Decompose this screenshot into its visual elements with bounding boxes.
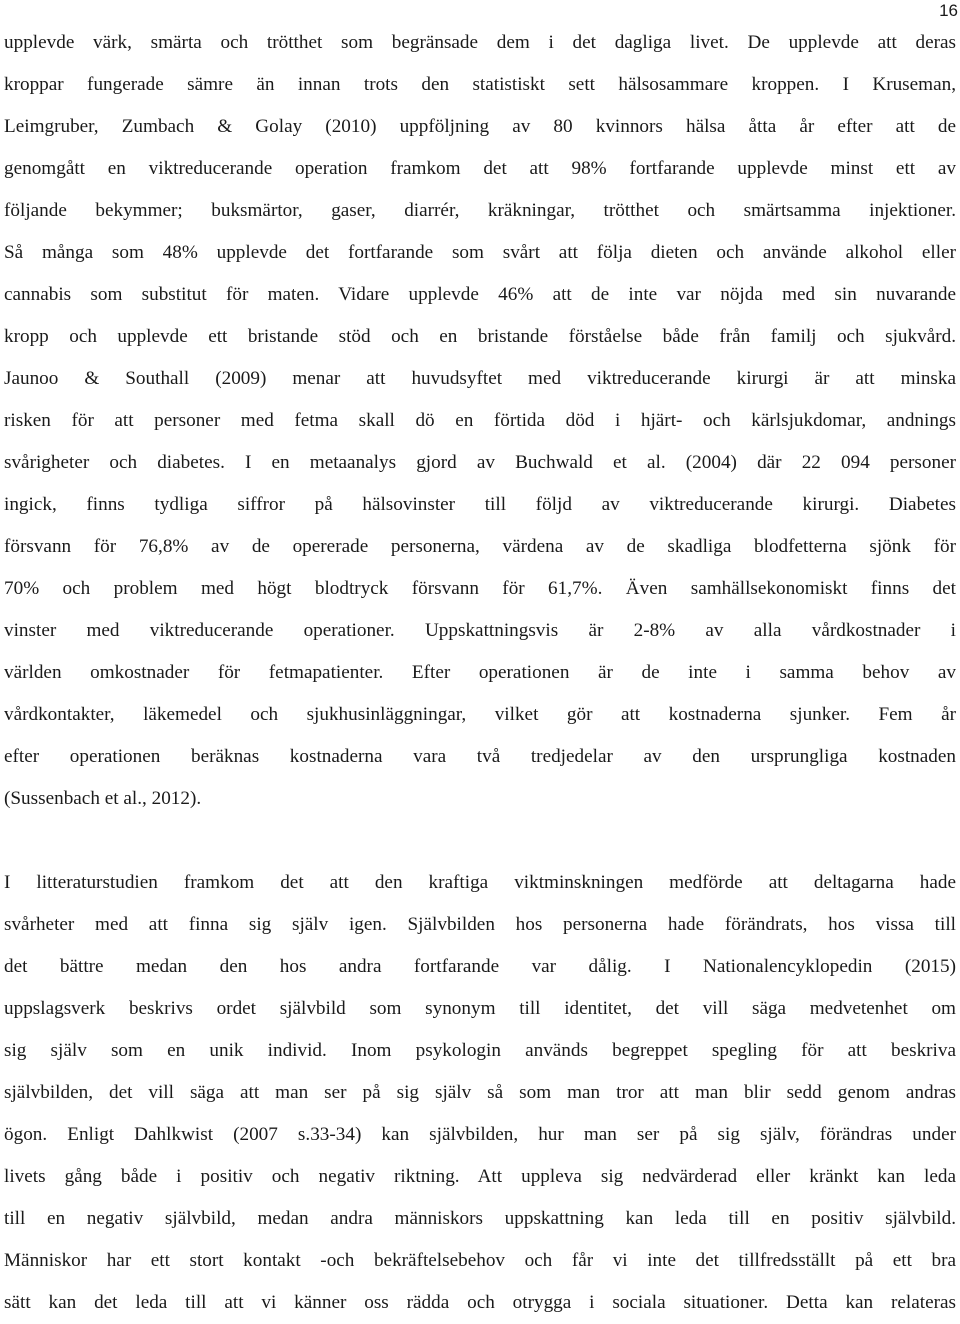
text-line: I litteraturstudien framkom det att den kraftiga viktminskningen medförde att deltagarna hade bbox=[4, 872, 956, 893]
text-line: genomgått en viktreducerande operation framkom det att 98% fortfarande upplevde minst ett av bbox=[4, 158, 956, 179]
text-line: livets gång både i positiv och negativ riktning. Att uppleva sig nedvärderad eller kränkt kan leda bbox=[4, 1166, 956, 1187]
text-line: självbilden, det vill säga att man ser på sig själv så som man tror att man blir sedd genom andras bbox=[4, 1082, 956, 1103]
text-line: sätt kan det leda till att vi känner oss rädda och otrygga i sociala situationer. Detta kan relateras bbox=[4, 1292, 956, 1313]
page-number: 16 bbox=[939, 1, 958, 20]
text-line: sig själv som en unik individ. Inom psykologin används begreppet spegling för att beskriva bbox=[4, 1040, 956, 1061]
text-line: till en negativ självbild, medan andra människors uppskattning kan leda till en positiv självbild. bbox=[4, 1208, 956, 1229]
text-line: uppslagsverk beskrivs ordet självbild som synonym till identitet, det vill säga medvetenhet om bbox=[4, 998, 956, 1019]
text-line: efter operationen beräknas kostnaderna vara två tredjedelar av den ursprungliga kostnaden bbox=[4, 746, 956, 767]
text-line: försvann för 76,8% av de opererade personerna, värdena av de skadliga blodfetterna sjönk för bbox=[4, 536, 956, 557]
text-line: upplevde värk, smärta och trötthet som begränsade dem i det dagliga livet. De upplevde att deras bbox=[4, 32, 956, 53]
text-line: vinster med viktreducerande operationer. Uppskattningsvis är 2-8% av alla vårdkostnader i bbox=[4, 620, 956, 641]
text-line: svårheter med att finna sig själv igen. Självbilden hos personerna hade förändrats, hos vissa till bbox=[4, 914, 956, 935]
paragraph-gap bbox=[4, 820, 956, 862]
text-line: ingick, finns tydliga siffror på hälsovinster till följd av viktreducerande kirurgi. Diabetes bbox=[4, 494, 956, 515]
body-text bbox=[4, 22, 956, 1324]
text-line: Människor har ett stort kontakt -och bekräftelsebehov och får vi inte det tillfredsställt på ett bra bbox=[4, 1250, 956, 1271]
text-line: Leimgruber, Zumbach & Golay (2010) uppföljning av 80 kvinnors hälsa åtta år efter att de bbox=[4, 116, 956, 137]
text-line: vårdkontakter, läkemedel och sjukhusinläggningar, vilket gör att kostnaderna sjunker. Fem år bbox=[4, 704, 956, 725]
paragraph-1 bbox=[4, 22, 956, 820]
text-line: kroppar fungerade sämre än innan trots den statistiskt sett hälsosammare kroppen. I Kruseman, bbox=[4, 74, 956, 95]
text-line: följande bekymmer; buksmärtor, gaser, diarrér, kräkningar, trötthet och smärtsamma injektioner. bbox=[4, 200, 956, 221]
text-line: cannabis som substitut för maten. Vidare upplevde 46% att de inte var nöjda med sin nuvarande bbox=[4, 284, 956, 305]
text-line: Så många som 48% upplevde det fortfarande som svårt att följa dieten och använde alkohol eller bbox=[4, 242, 956, 263]
text-line: svårigheter och diabetes. I en metaanalys gjord av Buchwald et al. (2004) där 22 094 personer bbox=[4, 452, 956, 473]
paragraph-2 bbox=[4, 862, 956, 1324]
text-line: Jaunoo & Southall (2009) menar att huvudsyftet med viktreducerande kirurgi är att minska bbox=[4, 368, 956, 389]
text-line: ögon. Enligt Dahlkwist (2007 s.33-34) kan självbilden, hur man ser på sig själv, förändras under bbox=[4, 1124, 956, 1145]
text-line: det bättre medan den hos andra fortfarande var dålig. I Nationalencyklopedin (2015) bbox=[4, 956, 956, 977]
text-line: kropp och upplevde ett bristande stöd och en bristande förståelse både från familj och sjukvård. bbox=[4, 326, 956, 347]
text-line: risken för att personer med fetma skall dö en förtida död i hjärt- och kärlsjukdomar, andnings bbox=[4, 410, 956, 431]
text-line: 70% och problem med högt blodtryck försvann för 61,7%. Även samhällsekonomiskt finns det bbox=[4, 578, 956, 599]
text-line: världen omkostnader för fetmapatienter. Efter operationen är de inte i samma behov av bbox=[4, 662, 956, 683]
text-line: (Sussenbach et al., 2012). bbox=[4, 788, 202, 809]
